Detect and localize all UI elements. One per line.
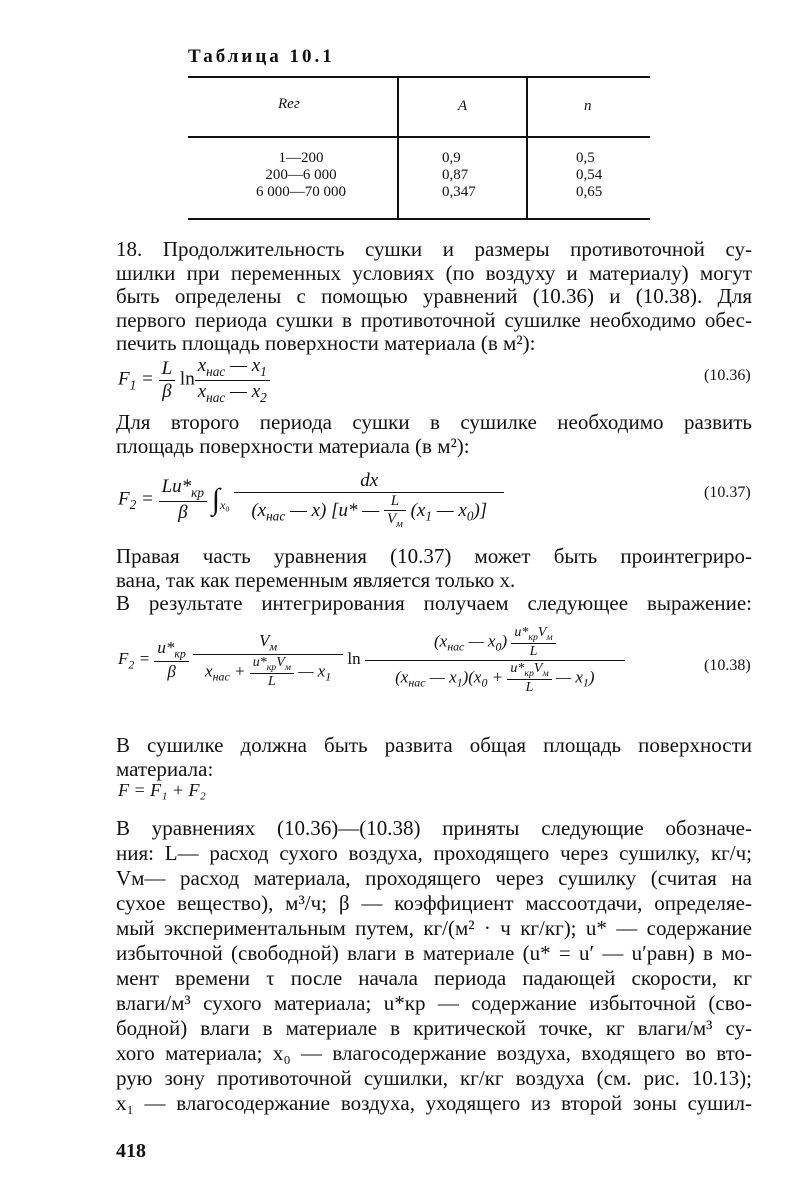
table-column-n	[576, 150, 602, 201]
table-cell: 0,65	[576, 184, 603, 200]
text-line: площадь поверхности материала (в м²):	[116, 434, 470, 458]
table-cell: 0,347	[442, 184, 476, 200]
text-line: В сушилке должна быть развита общая площадь поверхности	[116, 734, 752, 757]
equation-number: (10.36)	[704, 367, 751, 384]
text-line: мент времени τ после начала периода падающей скорости, кг	[116, 966, 752, 990]
table-cell: 0,87	[442, 167, 469, 183]
equation-10-36: $F_1$ = $\frac{L}{\beta}$ ln $\frac{x_{нас} — x_1}{x_{нас} — x_2}$	[118, 355, 270, 406]
table-cell: 200—6 000	[265, 167, 337, 183]
text-line: шилки при переменных условиях (по воздуху и материалу) могут	[116, 261, 752, 285]
text-line: ния: L— расход сухого воздуха, проходящего через сушилку, кг/ч;	[116, 841, 752, 865]
text-line: хого материала; x₀ — влагосодержание воздуха, входящего во вто-	[116, 1041, 752, 1065]
table-header-rule	[188, 136, 650, 138]
text-line: Правая часть уравнения (10.37) может быть проинтегриро-	[116, 545, 752, 568]
text-line: бодной) влаги в материале в критической точке, кг влаги/м³ су-	[116, 1016, 752, 1040]
table-caption: Таблица 10.1	[188, 46, 335, 67]
table-cell: 6 000—70 000	[256, 184, 346, 200]
table-bottom-rule	[188, 218, 650, 220]
paragraph-total-area	[116, 734, 752, 781]
table-header-re: Reг	[278, 96, 300, 112]
text-line: быть определены с помощью уравнений (10.36) и (10.38). Для	[116, 285, 752, 308]
text-line: x₁ — влагосодержание воздуха, уходящего из второй зоны сушил-	[116, 1091, 752, 1115]
text-line: влаги/м³ сухого материала; u*кр — содержание избыточной (сво-	[116, 991, 752, 1015]
paragraph-18	[116, 238, 752, 356]
text-line: В результате интегрирования получаем следующее выражение:	[116, 592, 752, 615]
paragraph-integration	[116, 545, 752, 616]
table-cell: 0,54	[576, 167, 603, 183]
text-line: рую зону противоточной сушилки, кг/кг воздуха (см. рис. 10.13);	[116, 1066, 752, 1090]
table-col-divider-2	[526, 78, 528, 218]
text-line: материала:	[116, 757, 214, 781]
text-line: Для второго периода сушки в сушилке необходимо развить	[116, 411, 752, 434]
equation-number: (10.37)	[704, 484, 751, 501]
text-line: печить площадь поверхности материала (в м²):	[116, 332, 536, 355]
table-top-rule	[188, 76, 650, 78]
table-col-divider-1	[397, 78, 399, 218]
table-header-a: A	[458, 98, 468, 114]
text-line: сухое вещество), м³/ч; β — коэффициент массоотдачи, определяе-	[116, 891, 752, 915]
table-cell: 0,5	[576, 150, 595, 166]
text-line: мый экспериментальным путем, кг/(м² · ч кг/кг); u* — содержание	[116, 916, 752, 940]
page-number: 418	[116, 1140, 146, 1162]
table-cell: 0,9	[442, 150, 461, 166]
equation-total: F = F₁ + F₂	[118, 780, 206, 800]
text-line: первого периода сушки в противоточной сушилке необходимо обес-	[116, 308, 752, 332]
equation-10-37: $F_2$ = $\frac{Lu*_{кр}}{\beta}$ $\int_{x_0}$ dx ($x_{нас}$ — x) [u* — $\frac{L}{V_м}$ ($x_1$ — $x_0$)]	[118, 470, 504, 530]
text-line: вана, так как переменным является только x.	[116, 568, 516, 592]
table-column-a	[442, 150, 476, 201]
equation-number: (10.38)	[704, 657, 751, 674]
table-column-re	[236, 150, 366, 201]
equation-10-38: $F_2$ = $\frac{u*_{кр}}{\beta}$ $V_м$ $x_{нас}$ + $\frac{u*_{кр}V_м}{L}$ — $x_1$ ln ($x_{нас}$ — $x_0$) $\frac{u*_{кр}V_м}{L}$ ($x_{нас}$ — $x_1)(x_0$ + $\frac{u*_{кр}V_м}{L}$ — $x_1$)	[118, 625, 625, 696]
table-header-n: n	[584, 98, 592, 114]
text-line: В уравнениях (10.36)—(10.38) приняты следующие обозначе-	[116, 816, 752, 840]
text-line: 18. Продолжительность сушки и размеры противоточной су-	[116, 238, 752, 261]
table-cell: 1—200	[278, 150, 324, 166]
text-line: Vм— расход материала, проходящего через сушилку (считая на	[116, 866, 752, 890]
paragraph-notation	[116, 816, 752, 1116]
text-line: избыточной (свободной) влаги в материале (u* = u′ — u′равн) в мо-	[116, 941, 752, 965]
paragraph-second-period	[116, 411, 752, 458]
